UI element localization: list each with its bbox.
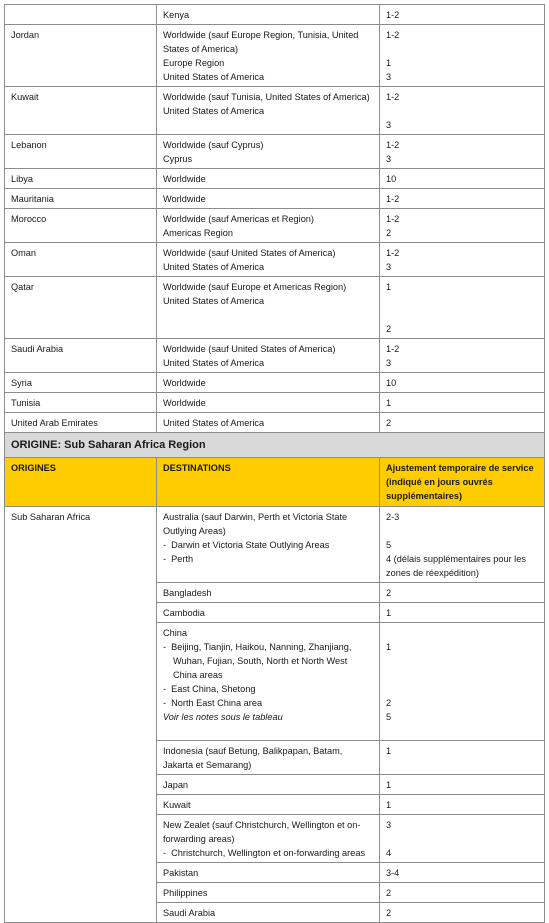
destination-cell: [157, 5, 380, 25]
cell-line: Kenya: [163, 10, 190, 20]
origin-cell: Tunisia: [5, 393, 157, 413]
table-row: [5, 413, 545, 433]
cell-line: [386, 104, 538, 118]
table-row: [5, 25, 545, 87]
cell-line: Cyprus: [163, 154, 193, 164]
adjustment-cell: [380, 775, 545, 795]
table-row: [5, 87, 545, 135]
origin-cell: [5, 5, 157, 25]
cell-line: 3: [386, 72, 392, 82]
cell-line: [386, 832, 538, 846]
cell-line: Worldwide (sauf United States of America): [163, 344, 336, 354]
adjustment-cell: [380, 795, 545, 815]
adjustment-cell: [380, 243, 545, 277]
cell-line: [386, 626, 538, 640]
destination-cell: [157, 795, 380, 815]
cell-line: Worldwide: [163, 398, 206, 408]
cell-line: Europe Region: [163, 58, 225, 68]
destination-cell: [157, 277, 380, 339]
cell-line: United States of America: [163, 106, 265, 116]
destination-cell: [157, 373, 380, 393]
cell-line: 1-2: [386, 30, 400, 40]
section-row: [5, 433, 545, 458]
cell-line: China: [163, 628, 188, 638]
destination-cell: [157, 243, 380, 277]
cell-line: - Christchurch, Wellington et on-forwarding areas: [163, 848, 366, 858]
destination-cell: [157, 135, 380, 169]
destination-cell: [157, 903, 380, 923]
header-adjustment: Ajustement temporaire de service (indiqué en jours ouvrés supplémentaires): [380, 458, 545, 507]
cell-line: - Perth: [163, 554, 194, 564]
origin-cell: Sub Saharan Africa: [5, 507, 157, 923]
cell-line: Worldwide (sauf Europe Region, Tunisia, United States of America): [163, 30, 361, 54]
cell-line: [386, 42, 538, 56]
destination-cell: [157, 775, 380, 795]
destination-cell: [157, 863, 380, 883]
cell-line: 2: [386, 698, 392, 708]
cell-line: Worldwide (sauf United States of America): [163, 248, 336, 258]
cell-line: Philippines: [163, 888, 208, 898]
destination-cell: [157, 189, 380, 209]
destination-cell: [157, 25, 380, 87]
cell-line: 5: [386, 540, 392, 550]
origin-cell: Kuwait: [5, 87, 157, 135]
cell-line: 3: [386, 154, 392, 164]
adjustment-cell: [380, 5, 545, 25]
origin-cell: Qatar: [5, 277, 157, 339]
destination-cell: [157, 623, 380, 741]
cell-line: [386, 682, 538, 696]
origin-cell: Morocco: [5, 209, 157, 243]
cell-line: United States of America: [163, 358, 265, 368]
cell-line: United States of America: [163, 262, 265, 272]
destination-cell: [157, 603, 380, 623]
origin-cell: United Arab Emirates: [5, 413, 157, 433]
table-row: [5, 209, 545, 243]
cell-line: 1-2: [386, 92, 400, 102]
cell-line: - East China, Shetong: [163, 684, 256, 694]
cell-line: United States of America: [163, 72, 265, 82]
adjustment-cell: [380, 413, 545, 433]
table-row: [5, 135, 545, 169]
cell-line: 3: [386, 820, 392, 830]
cell-line: 3: [386, 262, 392, 272]
cell-line: 1-2: [386, 10, 400, 20]
cell-line: 3: [386, 358, 392, 368]
adjustment-cell: [380, 815, 545, 863]
origin-cell: Oman: [5, 243, 157, 277]
cell-line: Worldwide: [163, 194, 206, 204]
cell-line: Saudi Arabia: [163, 908, 216, 918]
ssa-rows-body: [5, 507, 545, 923]
table-row: [5, 5, 545, 25]
adjustment-cell: [380, 169, 545, 189]
cell-line: 1: [386, 608, 392, 618]
cell-line: - Beijing, Tianjin, Haikou, Nanning, Zhanjiang, Wuhan, Fujian, South, North et North West China areas: [163, 642, 355, 680]
cell-line: 1: [386, 800, 392, 810]
cell-line: United States of America: [163, 296, 265, 306]
origin-cell: Jordan: [5, 25, 157, 87]
adjustment-cell: [380, 883, 545, 903]
cell-line: 1-2: [386, 214, 400, 224]
cell-line: 4: [386, 848, 392, 858]
cell-line: 1-2: [386, 140, 400, 150]
section-title: ORIGINE: Sub Saharan Africa Region: [5, 433, 545, 458]
origin-cell: Saudi Arabia: [5, 339, 157, 373]
adjustment-cell: [380, 623, 545, 741]
adjustment-cell: [380, 603, 545, 623]
cell-line: 2: [386, 324, 392, 334]
cell-line: Japan: [163, 780, 189, 790]
cell-line: Worldwide: [163, 174, 206, 184]
table-row: [5, 169, 545, 189]
service-adjustment-table: [4, 4, 545, 923]
cell-line: Indonesia (sauf Betung, Balikpapan, Batam, Jakarta et Semarang): [163, 746, 345, 770]
cell-line: 4 (délais supplémentaires pour les zones de réexpédition): [386, 554, 529, 578]
destination-cell: [157, 209, 380, 243]
cell-line: 2-3: [386, 512, 400, 522]
adjustment-cell: [380, 189, 545, 209]
cell-line: 2: [386, 888, 392, 898]
cell-line: [386, 654, 538, 668]
cell-line: 2: [386, 228, 392, 238]
destination-cell: [157, 507, 380, 583]
cell-line: [386, 668, 538, 682]
table-row: [5, 243, 545, 277]
destination-cell: [157, 815, 380, 863]
origin-cell: Lebanon: [5, 135, 157, 169]
cell-line: 1: [386, 398, 392, 408]
cell-line: 1: [386, 642, 392, 652]
origin-cell: Libya: [5, 169, 157, 189]
table-row: [5, 507, 545, 583]
cell-line: 2: [386, 588, 392, 598]
adjustment-cell: [380, 209, 545, 243]
adjustment-cell: [380, 135, 545, 169]
destination-cell: [157, 583, 380, 603]
destination-cell: [157, 339, 380, 373]
cell-line: - North East China area: [163, 698, 263, 708]
adjustment-cell: [380, 507, 545, 583]
adjustment-cell: [380, 25, 545, 87]
adjustment-cell: [380, 583, 545, 603]
top-rows-body: [5, 5, 545, 433]
cell-line: 1: [386, 746, 392, 756]
cell-line: 1: [386, 58, 392, 68]
cell-line: Worldwide: [163, 378, 206, 388]
cell-line: Worldwide (sauf Americas et Region): [163, 214, 314, 224]
origin-cell: Mauritania: [5, 189, 157, 209]
adjustment-cell: [380, 87, 545, 135]
cell-line: Cambodia: [163, 608, 205, 618]
cell-line: 5: [386, 712, 392, 722]
cell-line: Worldwide (sauf Tunisia, United States of America): [163, 92, 370, 102]
cell-line: United States of America: [163, 418, 265, 428]
cell-line: Australia (sauf Darwin, Perth et Victoria State Outlying Areas): [163, 512, 350, 536]
adjustment-cell: [380, 373, 545, 393]
cell-line: 1: [386, 282, 392, 292]
adjustment-cell: [380, 903, 545, 923]
cell-line: 3-4: [386, 868, 400, 878]
cell-line: Worldwide (sauf Cyprus): [163, 140, 264, 150]
destination-cell: [157, 741, 380, 775]
cell-line: [386, 308, 538, 322]
cell-line: Bangladesh: [163, 588, 212, 598]
cell-line: 3: [386, 120, 392, 130]
table-row: [5, 189, 545, 209]
table-row: [5, 393, 545, 413]
table-row: [5, 339, 545, 373]
cell-line: Kuwait: [163, 800, 191, 810]
destination-cell: [157, 87, 380, 135]
cell-line: Pakistan: [163, 868, 199, 878]
cell-line: Voir les notes sous le tableau: [163, 712, 283, 722]
header-row: [5, 458, 545, 507]
cell-line: [163, 724, 373, 738]
cell-line: New Zealet (sauf Christchurch, Wellington et on-forwarding areas): [163, 820, 361, 844]
cell-line: 10: [386, 378, 397, 388]
cell-line: 2: [386, 418, 392, 428]
cell-line: 2: [386, 908, 392, 918]
destination-cell: [157, 393, 380, 413]
cell-line: Worldwide (sauf Europe et Americas Region): [163, 282, 347, 292]
cell-line: 1-2: [386, 248, 400, 258]
cell-line: 1: [386, 780, 392, 790]
header-destinations: DESTINATIONS: [157, 458, 380, 507]
table-row: [5, 277, 545, 339]
cell-line: 1-2: [386, 344, 400, 354]
cell-line: 10: [386, 174, 397, 184]
section-body: [5, 433, 545, 507]
destination-cell: [157, 169, 380, 189]
table-row: [5, 373, 545, 393]
destination-cell: [157, 413, 380, 433]
adjustment-cell: [380, 741, 545, 775]
destination-cell: [157, 883, 380, 903]
cell-line: 1-2: [386, 194, 400, 204]
origin-cell: Syria: [5, 373, 157, 393]
adjustment-cell: [380, 277, 545, 339]
cell-line: Americas Region: [163, 228, 233, 238]
header-origins: ORIGINES: [5, 458, 157, 507]
cell-line: [386, 524, 538, 538]
adjustment-cell: [380, 863, 545, 883]
adjustment-cell: [380, 339, 545, 373]
adjustment-cell: [380, 393, 545, 413]
cell-line: - Darwin et Victoria State Outlying Areas: [163, 540, 330, 550]
cell-line: [386, 294, 538, 308]
